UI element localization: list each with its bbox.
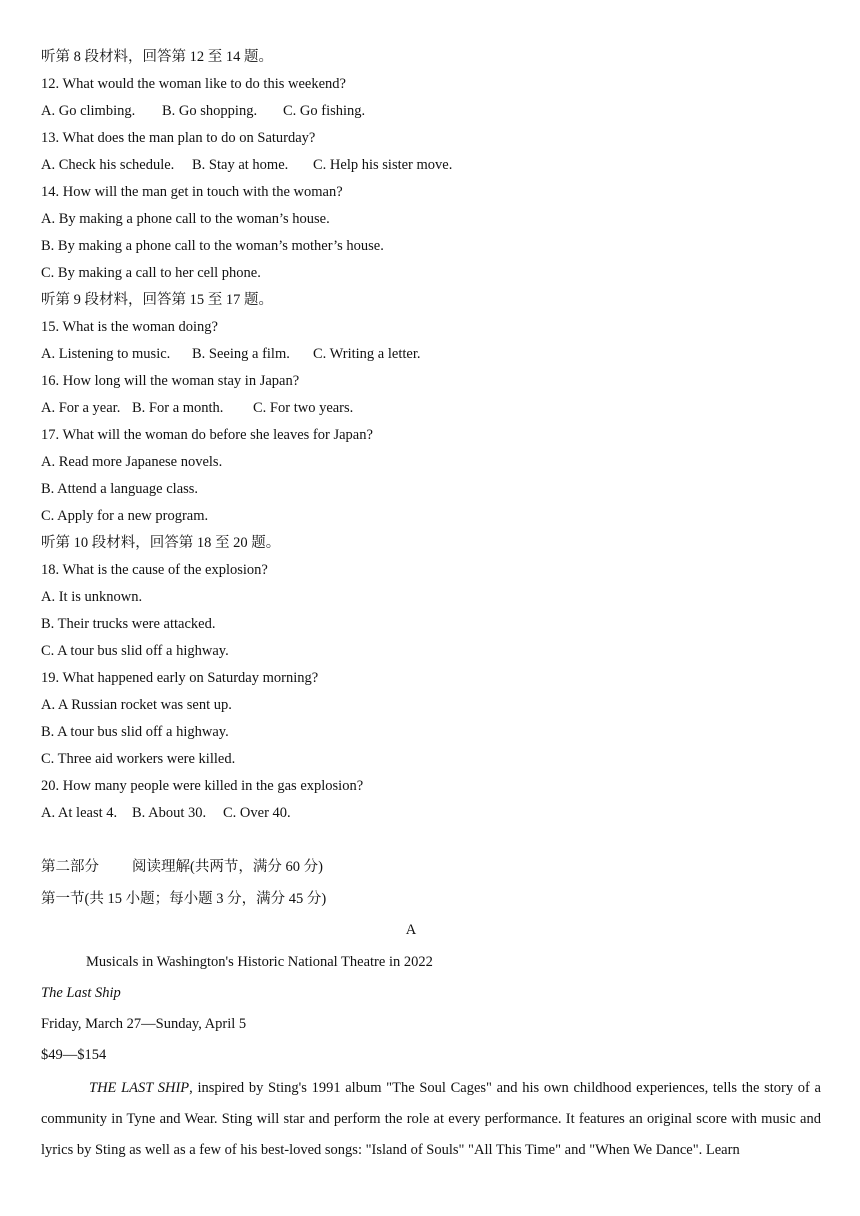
show-price: $49—$154 bbox=[41, 1047, 107, 1063]
passage-title: Musicals in Washington's Historic National Theatre in 2022 bbox=[86, 954, 433, 970]
question-20: 20. How many people were killed in the gas explosion? bbox=[41, 778, 364, 794]
option-a: A. Listening to music. bbox=[41, 346, 171, 362]
option-b: B. Seeing a film. bbox=[192, 346, 290, 362]
document-page bbox=[41, 44, 821, 1166]
show-name: The Last Ship bbox=[41, 985, 121, 1001]
part2-heading-left: 第二部分 bbox=[41, 859, 99, 875]
section9-heading: 听第 9 段材料，回答第 15 至 17 题。 bbox=[41, 292, 273, 308]
paragraph-text: , inspired by Sting's 1991 album "The Soul Cages" and his own childhood experiences, tells the story of a community in Tyne and Wear. Sting will star and perform the role at every performance. It features an original score with music and lyrics by Sting as well as a few of his best-loved songs: "Island of Souls" "All This Time" and "When We Dance". Learn bbox=[41, 1080, 821, 1158]
option-c: C. For two years. bbox=[253, 400, 354, 416]
question-15-options bbox=[41, 341, 821, 368]
question-14: 14. How will the man get in touch with the woman? bbox=[41, 184, 343, 200]
question-12-options bbox=[41, 98, 821, 125]
option-a: A. Read more Japanese novels. bbox=[41, 454, 223, 470]
part2-heading-right: 阅读理解(共两节，满分 60 分) bbox=[132, 859, 323, 875]
option-a: A. By making a phone call to the woman’s house. bbox=[41, 211, 330, 227]
paragraph-show-title: THE LAST SHIP bbox=[89, 1080, 190, 1096]
question-12: 12. What would the woman like to do this weekend? bbox=[41, 76, 346, 92]
option-a: A. It is unknown. bbox=[41, 589, 143, 605]
option-a: A. Check his schedule. bbox=[41, 157, 175, 173]
option-c: C. A tour bus slid off a highway. bbox=[41, 643, 229, 659]
option-b: B. About 30. bbox=[132, 805, 207, 821]
option-a: A. A Russian rocket was sent up. bbox=[41, 697, 232, 713]
question-16: 16. How long will the woman stay in Japan? bbox=[41, 373, 300, 389]
option-c: C. Three aid workers were killed. bbox=[41, 751, 236, 767]
option-b: B. Attend a language class. bbox=[41, 481, 199, 497]
option-c: C. Go fishing. bbox=[283, 103, 366, 119]
option-a: A. For a year. bbox=[41, 400, 121, 416]
question-13-options bbox=[41, 152, 821, 179]
option-b: B. Stay at home. bbox=[192, 157, 289, 173]
option-b: B. By making a phone call to the woman’s mother’s house. bbox=[41, 238, 384, 254]
option-c: C. Apply for a new program. bbox=[41, 508, 209, 524]
part2-heading bbox=[41, 851, 821, 883]
option-c: C. Over 40. bbox=[223, 805, 291, 821]
question-16-options bbox=[41, 395, 821, 422]
option-a: A. Go climbing. bbox=[41, 103, 136, 119]
question-19: 19. What happened early on Saturday morning? bbox=[41, 670, 319, 686]
option-c: C. Writing a letter. bbox=[313, 346, 421, 362]
option-b: B. Go shopping. bbox=[162, 103, 258, 119]
option-a: A. At least 4. bbox=[41, 805, 118, 821]
spacer bbox=[41, 827, 821, 851]
section10-heading: 听第 10 段材料，回答第 18 至 20 题。 bbox=[41, 535, 281, 551]
question-13: 13. What does the man plan to do on Saturday? bbox=[41, 130, 316, 146]
question-20-options bbox=[41, 800, 821, 827]
section8-heading: 听第 8 段材料，回答第 12 至 14 题。 bbox=[41, 49, 273, 65]
option-b: B. For a month. bbox=[132, 400, 224, 416]
passage-label: A bbox=[405, 922, 417, 938]
question-15: 15. What is the woman doing? bbox=[41, 319, 218, 335]
show-dates: Friday, March 27—Sunday, April 5 bbox=[41, 1016, 247, 1032]
option-b: B. A tour bus slid off a highway. bbox=[41, 724, 229, 740]
option-c: C. By making a call to her cell phone. bbox=[41, 265, 261, 281]
question-17: 17. What will the woman do before she leaves for Japan? bbox=[41, 427, 373, 443]
passage-paragraph bbox=[41, 1073, 821, 1166]
question-18: 18. What is the cause of the explosion? bbox=[41, 562, 268, 578]
option-c: C. Help his sister move. bbox=[313, 157, 453, 173]
section1-heading: 第一节(共 15 小题；每小题 3 分，满分 45 分) bbox=[41, 891, 327, 907]
option-b: B. Their trucks were attacked. bbox=[41, 616, 216, 632]
